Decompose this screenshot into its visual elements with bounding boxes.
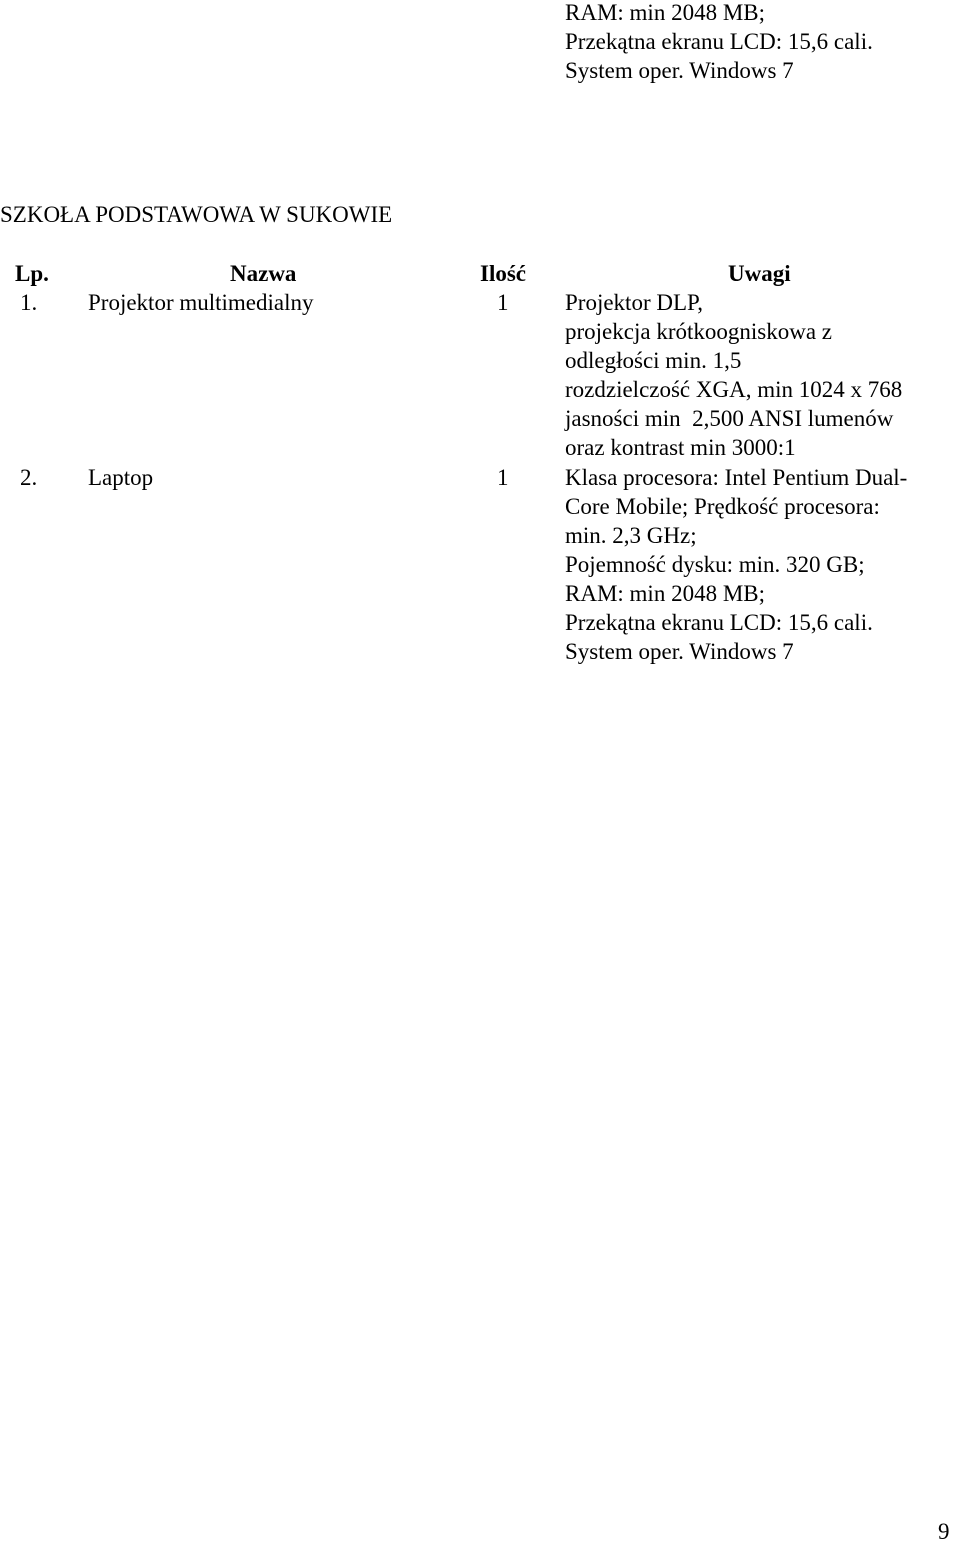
note-line: System oper. Windows 7: [565, 639, 794, 664]
row-lp: 1.: [20, 290, 38, 315]
header-lp: Lp.: [15, 261, 49, 286]
row-qty: 1: [497, 465, 509, 490]
note-line: odległości min. 1,5: [565, 348, 742, 373]
note-line: Projektor DLP,: [565, 290, 703, 315]
section-title: SZKOŁA PODSTAWOWA W SUKOWIE: [0, 202, 393, 227]
row-name: Projektor multimedialny: [88, 290, 314, 315]
note-line: RAM: min 2048 MB;: [565, 581, 766, 606]
row-notes: [565, 463, 907, 666]
note-line: Core Mobile; Prędkość procesora:: [565, 494, 880, 519]
note-line: projekcja krótkoogniskowa z: [565, 319, 832, 344]
note-line: min. 2,3 GHz;: [565, 523, 697, 548]
note-line: Pojemność dysku: min. 320 GB;: [565, 552, 865, 577]
row-lp: 2.: [20, 465, 38, 490]
note-line: oraz kontrast min 3000:1: [565, 435, 796, 460]
note-line: rozdzielczość XGA, min 1024 x 768: [565, 377, 903, 402]
top-line: System oper. Windows 7: [565, 58, 794, 83]
row-name: Laptop: [88, 465, 154, 490]
top-line: RAM: min 2048 MB;: [565, 0, 766, 25]
header-ilosc: Ilość: [480, 261, 526, 286]
header-nazwa: Nazwa: [230, 261, 297, 286]
top-continuation: [565, 0, 873, 85]
row-notes: [565, 288, 902, 462]
top-line: Przekątna ekranu LCD: 15,6 cali.: [565, 29, 873, 54]
note-line: Klasa procesora: Intel Pentium Dual-: [565, 465, 908, 490]
note-line: Przekątna ekranu LCD: 15,6 cali.: [565, 610, 873, 635]
header-uwagi: Uwagi: [728, 261, 791, 286]
page-number: 9: [938, 1519, 950, 1544]
row-qty: 1: [497, 290, 509, 315]
note-line: jasności min 2,500 ANSI lumenów: [565, 406, 894, 431]
